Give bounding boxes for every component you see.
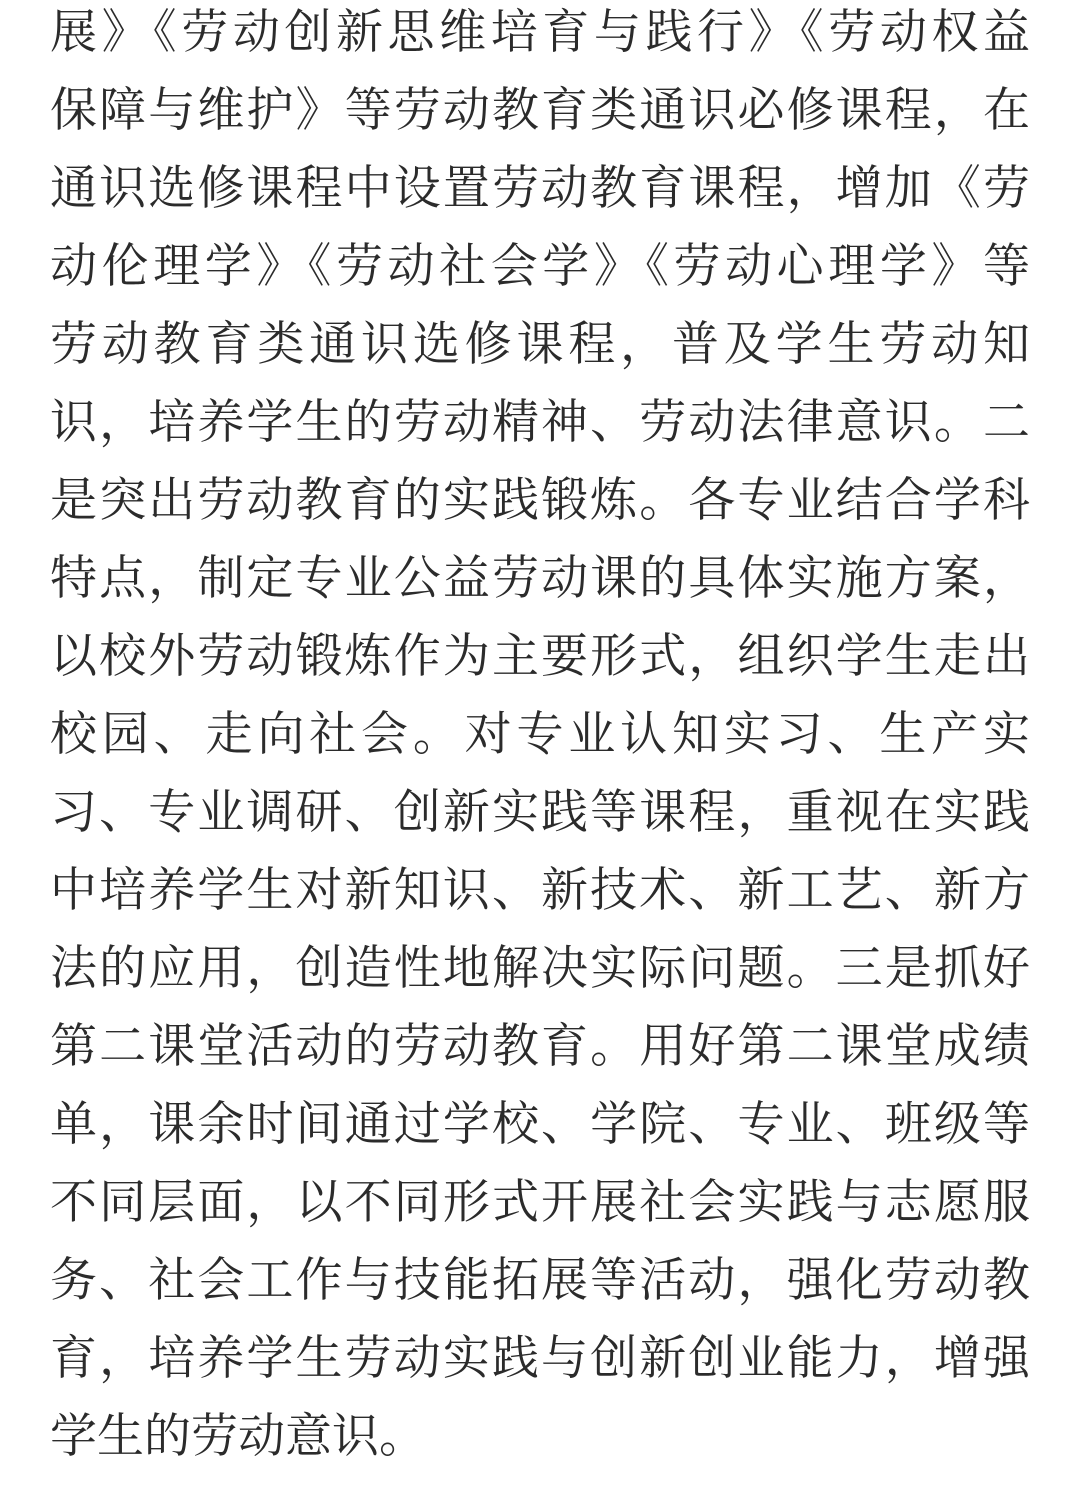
text-line-last: 学生的劳动意识。 <box>50 1409 426 1464</box>
text-line: 单，课余时间通过学校、学院、专业、班级等 <box>50 1097 1030 1152</box>
text-line: 通识选修课程中设置劳动教育课程，增加《劳 <box>50 161 1030 216</box>
text-line: 校园、走向社会。对专业认知实习、生产实 <box>50 707 1030 762</box>
text-line: 以校外劳动锻炼作为主要形式，组织学生走出 <box>50 629 1030 684</box>
text-line: 法的应用，创造性地解决实际问题。三是抓好 <box>50 941 1030 996</box>
text-line: 识，培养学生的劳动精神、劳动法律意识。二 <box>50 395 1030 450</box>
text-line: 保障与维护》等劳动教育类通识必修课程，在 <box>50 83 1030 138</box>
text-line: 务、社会工作与技能拓展等活动，强化劳动教 <box>50 1253 1030 1308</box>
text-line: 是突出劳动教育的实践锻炼。各专业结合学科 <box>50 473 1030 528</box>
text-line: 动伦理学》《劳动社会学》《劳动心理学》等 <box>50 239 1030 294</box>
text-line: 第二课堂活动的劳动教育。用好第二课堂成绩 <box>50 1019 1030 1074</box>
text-line: 习、专业调研、创新实践等课程，重视在实践 <box>50 785 1030 840</box>
article-body <box>50 0 1030 1482</box>
text-line: 育，培养学生劳动实践与创新创业能力，增强 <box>50 1331 1030 1386</box>
text-line: 劳动教育类通识选修课程，普及学生劳动知 <box>50 317 1030 372</box>
text-line: 展》《劳动创新思维培育与践行》《劳动权益 <box>50 5 1030 60</box>
text-line: 不同层面，以不同形式开展社会实践与志愿服 <box>50 1175 1030 1230</box>
text-line: 特点，制定专业公益劳动课的具体实施方案， <box>50 551 1030 606</box>
text-line: 中培养学生对新知识、新技术、新工艺、新方 <box>50 863 1030 918</box>
